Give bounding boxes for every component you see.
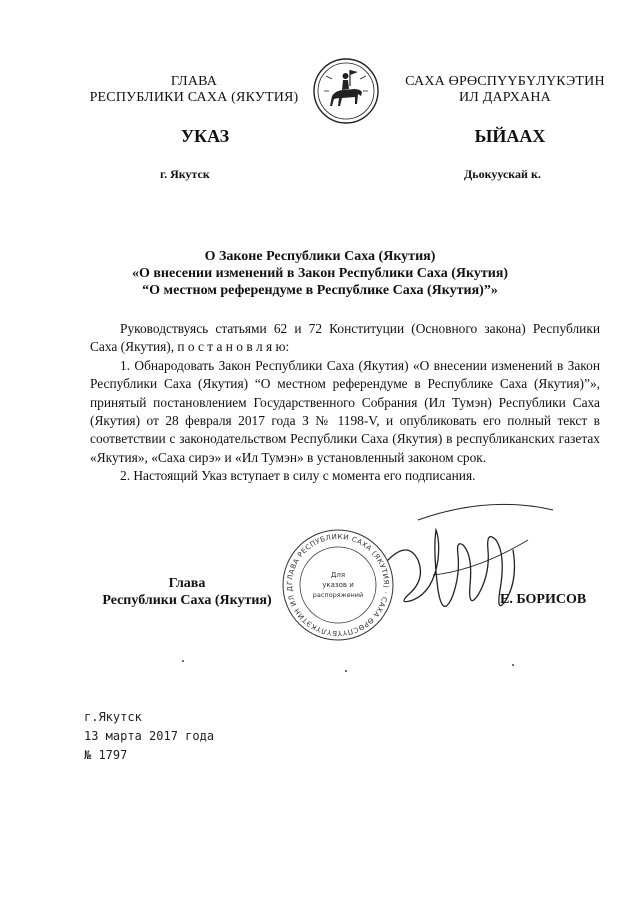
decree-title-line2: «О внесении изменений в Закон Республики Саха (Якутия) [131,266,509,281]
stamp-inner-line3: распоряжений [312,591,364,599]
signatory-title-line2: Республики Саха (Якутия) [102,593,272,608]
decree-item-1: 1. Обнародовать Закон Республики Саха (Якутия) «О внесении изменений в Закон Республики Саха (Якутия) “О местном референдуме в Республике Саха (Якутия)”», принятый постановлением Государственного Собрания (Ил Тумэн) Республики Саха (Якутия) от 28 февраля 2017 года З № 1198-V, и опубликовать его полный текст в соответствии с законодательством Республики Саха (Якутия) в республиканских газетах «Якутия», «Саха сирэ» и «Ил Тумэн» в установленный законом срок. [90,357,600,465]
sakha-coat-of-arms-icon [312,56,380,126]
decree-intro: Руководствуясь статьями 62 и 72 Конституции (Основного закона) Республики Саха (Якутия), п о с т а н о в л я ю: [90,321,600,355]
header-right-line2: ИЛ ДАРХАНА [458,90,551,105]
city-right: Дьокуускай к. [464,167,541,181]
doc-type-right: ЫЙААХ [474,126,546,146]
handwritten-signature [378,500,568,650]
header-left-title [78,74,310,106]
scan-speck [182,660,184,662]
doc-type-left: УКАЗ [180,126,230,146]
decree-title-line1: О Законе Республики Саха (Якутия) [204,249,436,264]
stamp-inner-line2: указов и [322,581,354,589]
registration-city: г.Якутск [84,710,142,724]
stamp-inner-line1: Для [330,571,346,579]
decree-title-line3: “О местном референдуме в Республике Саха (Якутия)”» [142,283,498,298]
scan-speck [512,664,514,666]
scan-speck [345,670,347,672]
signatory-title-line1: Глава [168,576,206,591]
header-right-title [395,74,615,106]
city-left: г. Якутск [160,167,210,181]
registration-number: № 1797 [84,748,128,762]
decree-title [90,248,550,299]
decree-body [90,320,600,486]
header-left-line2: РЕСПУБЛИКИ САХА (ЯКУТИЯ) [89,90,299,105]
signatory-name: Е. БОРИСОВ [500,592,587,607]
stamp-ring-text: ГЛАВА РЕСПУБЛИКИ САХА (ЯКУТИЯ) · САХА ӨРӨСПҮҮБҮЛҮКЭТИН ИЛ Д [285,532,391,638]
registration-date: 13 марта 2017 года [84,729,215,743]
signatory-title [92,575,282,609]
header-right-line1: САХА ӨРӨСПҮҮБҮЛҮКЭТИН [405,74,605,89]
decree-item-2: 2. Настоящий Указ вступает в силу с момента его подписания. [120,468,476,484]
registration-block [84,708,214,765]
header-left-line1: ГЛАВА [170,74,218,89]
